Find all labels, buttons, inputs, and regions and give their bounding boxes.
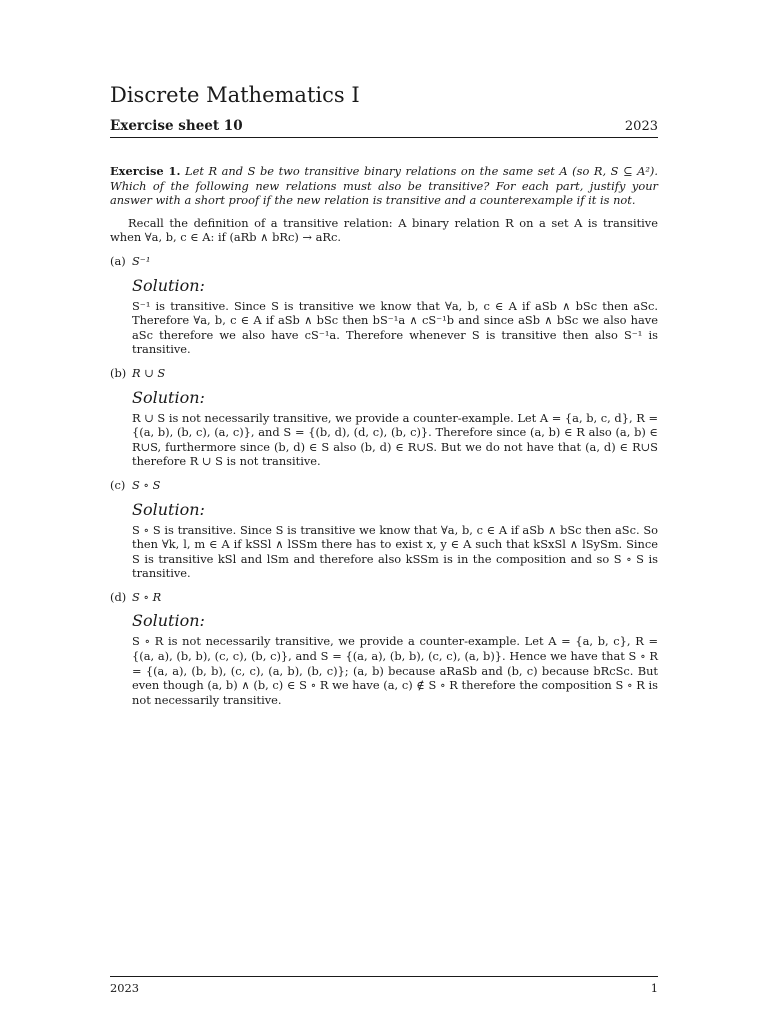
exercise-label: Exercise 1. <box>110 164 181 178</box>
solution-heading: Solution: <box>132 387 205 407</box>
solution-text: S ∘ S is transitive. Since S is transitive we know that ∀a, b, c ∈ A if aSb ∧ bSc then aSc. So then ∀k, l, m ∈ A if kSSl ∧ lSSm there has to exist x, y ∈ A such that kSxSl ∧ lSySm. Since S is transitive kSl and lSm and therefore also kSSm is in the composition and so S ∘ S is transitive. <box>132 522 658 581</box>
transitive-definition: Recall the definition of a transitive relation: A binary relation R on a set A is transitive when ∀a, b, c ∈ A: if (aRb ∧ bRc) → aRc. <box>110 215 658 245</box>
solution-heading: Solution: <box>132 611 205 631</box>
sheet-title: Exercise sheet 10 <box>110 118 243 134</box>
sheet-year: 2023 <box>624 119 658 134</box>
page-footer <box>110 976 658 995</box>
part-question: S ∘ R <box>132 589 162 604</box>
sheet-header <box>110 118 658 138</box>
solution-text: S ∘ R is not necessarily transitive, we provide a counter-example. Let A = {a, b, c}, R = {(a, a), (b, b), (c, c), (b, c)}, and S = {(a, a), (b, b), (c, c), (a, b)}. Hence we have that S ∘ R = {(a, a), (b, b), (c, c), (a, b), (b, c)}; (a, b) because aRaSb and (b, c) because bRcSc. But even though (a, b) ∧ (b, c) ∈ S ∘ R we have (a, c) ∉ S ∘ R therefore the composition S ∘ R is not necessarily transitive. <box>132 634 658 707</box>
part-label: (c) <box>110 477 126 492</box>
exercise-body <box>110 164 658 707</box>
exercise-statement: Let R and S be two transitive binary relations on the same set A (so R, S ⊆ A²). Which of the following new relations must also be transitive? For each part, justify your answer with a short proof if the new relation is transitive and a counterexample if it is not. <box>110 164 658 208</box>
solution-a <box>132 276 658 357</box>
solution-b <box>132 388 658 469</box>
part-question: S ∘ S <box>132 477 161 492</box>
page-number: 1 <box>650 981 658 995</box>
part-b <box>110 366 658 381</box>
part-question: S⁻¹ <box>132 253 151 268</box>
part-label: (b) <box>110 365 127 380</box>
part-d <box>110 590 658 605</box>
solution-text: S⁻¹ is transitive. Since S is transitive we know that ∀a, b, c ∈ A if aSb ∧ bSc then aSc. Therefore ∀a, b, c ∈ A if aSb ∧ bSc then bS⁻¹a ∧ cS⁻¹b and since aSb ∧ bSc we also have aSc therefore we also have cS⁻¹a. Therefore whenever S is transitive then also S⁻¹ is transitive. <box>132 298 658 357</box>
solution-heading: Solution: <box>132 275 205 295</box>
solution-heading: Solution: <box>132 499 205 519</box>
solution-c <box>132 500 658 581</box>
part-label: (a) <box>110 253 126 268</box>
part-question: R ∪ S <box>132 365 166 380</box>
course-title: Discrete Mathematics I <box>110 83 360 107</box>
exercise-statement-paragraph <box>110 164 658 208</box>
part-a <box>110 254 658 269</box>
document-page <box>110 0 658 1024</box>
solution-text: R ∪ S is not necessarily transitive, we provide a counter-example. Let A = {a, b, c, d}, R = {(a, b), (b, c), (a, c)}, and S = {(b, d), (d, c), (b, c)}. Therefore since (a, b) ∈ R also (a, b) ∈ R∪S, furthermore since (b, d) ∈ S also (b, d) ∈ R∪S. But we do not have that (a, d) ∈ R∪S therefore R ∪ S is not transitive. <box>132 410 658 469</box>
solution-d <box>132 611 658 707</box>
part-c <box>110 478 658 493</box>
footer-year: 2023 <box>110 981 139 995</box>
part-label: (d) <box>110 589 127 604</box>
